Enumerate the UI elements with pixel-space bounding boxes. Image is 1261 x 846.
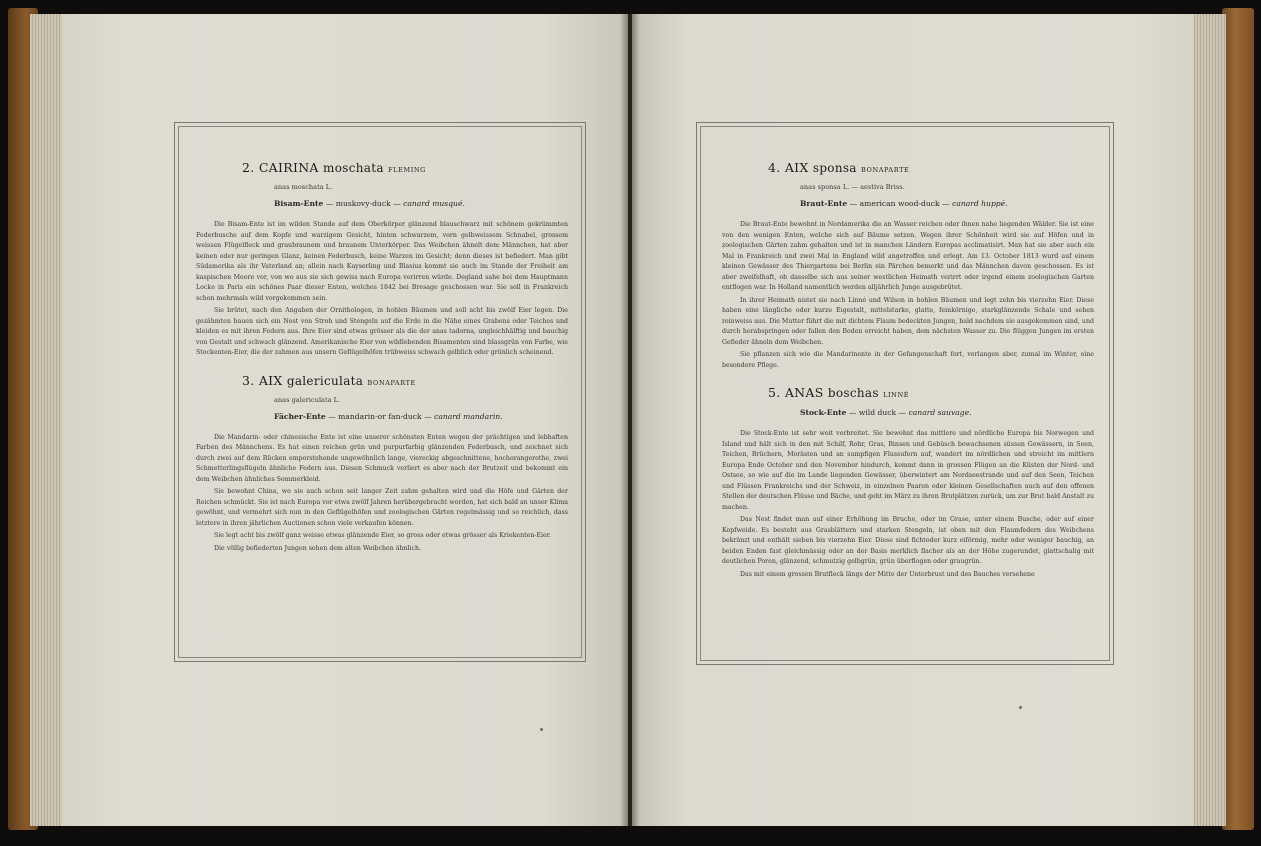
paragraph: Das mit einem grossen Brutfleck längs der Mitte der Unterbrust und des Bauches versehene [740, 570, 1035, 578]
common-names: Fächer-Ente — mandarin-or fan-duck — canard mandarin. [274, 411, 503, 421]
paragraph: Die Braut-Ente bewohnt in Nordamerika die an Wasser reichen oder ihnen nahe liegenden Wälder. Sie ist eine von den wenigen Enten, welche sich auf Bäume setzen. Wegen ihrer Schönheit wird sie auf Höfen und in zoologischen Gärten zahm gehalten und ist in manchen Ländern Europas acclimatisirt. Man hat sie aber auch ein Mal in Frankreich und zwei Mal in England wild angetroffen und erlegt. Am 13. October 1813 wurd auf einem kleinen Gewässer des Thiergartens bei Berlin ein Pärchen bemerkt und das Männchen davon geschossen. Es ist aber zweifelhaft, ob dasselbe sich aus seiner westlichen Heimath verirrt oder irgend einem zoologischen Garten entflogen war. In Holland namentlich werden alljährlich Junge ausgebrütet. [722, 221, 1094, 291]
paragraph: Sie brütet, nach den Angaben der Ornithologen, in hohlen Bäumen und soll acht bis zwölf Eier legen. Die gezähmten bauen sich ein Nest von Stroh und Stengeln auf die Erde in die Nähe eines Grabens oder Teiches und kleiden es mit ihren Federn aus. Ihre Eier sind etwas grösser als die der anas tadorna, ungleichhälftig und bauchig von Gestalt und schwach glänzend. Amerikanische Eier von wildlebenden Bisamenten sind blassgrün von Farbe, wie Stockenten-Eier, die der zahmen aus unsern Geflügelhöfen trübweiss schwach gelblich oder grünlich scheinend. [196, 307, 568, 356]
paragraph: Die Stock-Ente ist sehr weit verbreitet. Sie bewohnt das mittlere und nördliche Europa bis Norwegen und Island und hält sich in den mit Schilf, Rohr, Gras, Binsen und Gebüsch bewachsenen süssen Gewässern, in Seen, Teichen, Brüchern, Morästen und an sumpfigen Flussufern auf, wandert im nördlichen und streicht im mittlern Europa Ende October und den November hindurch, kommt dann in grossen Flügen an die Küsten der Nord- und Ostsee, so wie auf die im Lande liegenden Gewässer, überwintert am Nordseestrande und auf den Seen, Teichen und Flüssen Frankreichs und der Schweiz, in einzelnen Paaren oder kleinen Gesellschaften auch auf den offenen Stellen der deutschen Flüsse und Bäche, und geht im März zu ihren Brutplätzen zurück, um zur Brut bald Anstalt zu machen. [722, 430, 1094, 511]
section-title: 3. AIX galericulata BONAPARTE [242, 372, 416, 388]
page-speck [1019, 706, 1022, 709]
common-names: Braut-Ente — american wood-duck — canard huppé. [800, 199, 1008, 208]
common-names: Stock-Ente — wild duck — canard sauvage. [800, 408, 972, 417]
right-page-text [722, 160, 1094, 580]
synonym: anas moschata L. [274, 183, 333, 191]
section-title: 2. CAIRINA moschata FLEMING [242, 160, 426, 175]
paragraph: Die Bisam-Ente ist im wilden Stande auf dem Oberkörper glänzend blauschwarz mit schönem gekrümmten Federbusche auf dem Kopfe und warzigem Gesicht, hinten schwarzem, vorn gelbweissem Schnabel, grossem weissen Flügelfleck und graubraunem und braunem Unterkörper. Das Weibchen ähnelt dem Männchen, hat aber keinen oder nur geringen Glanz, keinen Federbusch, keine Warzen im Gesicht; denn dieses ist befiedert. Man gibt Südamerika als ihr Vaterland an; allein nach Kayserling und Blasius kommt sie auch im Stande der Freiheit am kaspischen Meere vor, von wo aus sie sich gewiss nach Europa verirren würde. Degland sahe bei dem Hauptmann Locke in Paris ein schönes Paar dieser Enten, welches 1842 bei Bresage geschossen war. Sie soll in Frankreich schon mehrmals wild vorgekommen sein. [196, 221, 568, 302]
section-title: 5. ANAS boschas LINNÉ [768, 385, 910, 400]
right-cover-edge [1222, 8, 1254, 830]
synonym: anas galericulata L. [274, 395, 341, 404]
paragraph: Die Mandarin- oder chinesische Ente ist eine unserer schönsten Enten wegen der prächtigen und lebhaften Farben des Männchens. Es hat einen reichen grün und purpurfarbig glänzenden Federbusch, und zeichnet sich durch zwei auf dem Rücken emporstehende ungewöhnlich lange, viereckig abgeschnittene, hochorangerothe, zwei Schmetterlingsflügeln ähnliche Federn aus. Diesen Schmuck verliert es aber nach der Brutzeit und bekommt ein dem Weibchen ähnliches Sommerkleid. [196, 433, 568, 483]
paragraph: Sie bewohnt China, wo sie auch schon seit langer Zeit zahm gehalten wird und die Höfe und Gärten der Reichen schmückt. Sie ist nach Europa vor etwa zwölf Jahren herübergebracht worden, hat sich bald an unser Klima gewöhnt, und vermehrt sich nun in den Geflügelhöfen und zoologischen Gärten regelmässig und so reichlich, dass letztere in ihren jährlichen Auctionen schon viele verkaufen können. [196, 488, 568, 527]
synonym: anas sponsa L. — aestiva Briss. [800, 183, 905, 191]
paragraph: In ihrer Heimath nistet sie nach Linné und Wilson in hohlen Bäumen und legt zehn bis vierzehn Eier. Diese haben eine längliche oder kurze Eigestalt, mittelstarke, glatte, feinkörnige, starkglänzende Schale und sehen reinweiss aus. Die Mutter führt die mit dichtem Flaum bedeckten Jungen, bald nachdem sie ausgekommen sind, und durch herabspringen oder fallen den Boden erreicht haben, dem nächsten Wasser zu. Die flüggen Jungen im ersten Gefieder ähneln dem Weibchen. [722, 296, 1094, 346]
section-title: 4. AIX sponsa BONAPARTE [768, 160, 910, 175]
paragraph: Sie pflanzen sich wie die Mandarinente in der Gefangenschaft fort, verlangen aber, zumal im Winter, eine besondere Pflege. [722, 351, 1094, 369]
left-page-stack [30, 14, 66, 826]
left-page-text [196, 160, 568, 554]
page-speck [540, 728, 543, 731]
common-names: Bisam-Ente — muskovy-duck — canard musqué. [274, 199, 465, 208]
book-gutter [620, 14, 640, 826]
paragraph: Sie legt acht bis zwölf ganz weisse etwas glänzende Eier, so gross oder etwas grösser als Kriekenten-Eier. [214, 532, 552, 539]
paragraph: Das Nest findet man auf einer Erhöhung im Bruche, oder im Grase, unter einem Busche, oder auf einer Kopfweide. Es besteht aus Grasblättern und starken Stengeln, ist oben mit den Flaumfedern des Weibchens bekränzt und enthält sieben bis vierzehn Eier. Diese sind fichtoder kurz eiförmig, mehr oder weniger bauchig, an beiden Enden fast gleichmässig oder an der Basis merklich flacher als an der Höhe zugerundet, glattschalig mit deutlichen Poren, glänzend, schmutzig gelbgrün, grün überflogen oder graugrün. [722, 516, 1094, 565]
right-page-stack [1192, 14, 1226, 826]
paragraph: Die völlig befiederten Jungen sehen dem alten Weibchen ähnlich. [214, 544, 422, 552]
